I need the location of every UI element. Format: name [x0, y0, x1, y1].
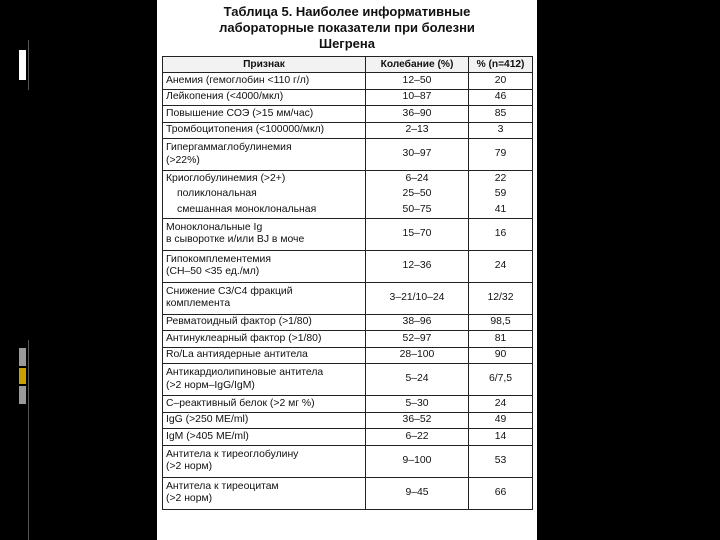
table-row — [163, 282, 533, 314]
cell-percent: 16 — [469, 218, 533, 250]
cell-range: 12–36 — [366, 250, 469, 282]
cell-percent: 53 — [469, 445, 533, 477]
cell-sign — [163, 364, 366, 396]
cell-percent: 22 — [469, 171, 533, 187]
cell-percent: 24 — [469, 250, 533, 282]
cell-percent: 59 — [469, 187, 533, 203]
cell-sign-line: (>2 норм) — [166, 461, 213, 472]
cell-range: 5–24 — [366, 364, 469, 396]
cell-sign — [163, 218, 366, 250]
cell-sign-line: Криоглобулинемия (>2+) — [166, 172, 286, 184]
table-title — [163, 4, 531, 52]
cell-percent: 14 — [469, 429, 533, 446]
cell-sign — [163, 477, 366, 509]
table-row — [163, 429, 533, 446]
cell-percent: 81 — [469, 331, 533, 348]
cell-sign-line: Лейкопения (<4000/мкл) — [166, 91, 284, 102]
cell-range: 10–87 — [366, 89, 469, 106]
cell-sign — [163, 73, 366, 90]
table-row — [163, 331, 533, 348]
cell-range: 15–70 — [366, 218, 469, 250]
cell-sign-line: Антинуклеарный фактор (>1/80) — [166, 332, 322, 344]
cell-sign-line: Снижение С3/С4 фракций — [166, 285, 293, 297]
cell-percent: 49 — [469, 412, 533, 429]
cell-sign-line: Гипокомплементемия — [166, 253, 271, 265]
table-title-line: Шегрена — [319, 36, 375, 51]
table-row — [163, 364, 533, 396]
cell-sign-line: (CH–50 <35 ед./мл) — [166, 266, 260, 277]
lab-indicators-table — [162, 56, 533, 510]
cell-sign-line: С–реактивный белок (>2 мг %) — [166, 397, 315, 409]
slide-accent-bar — [19, 368, 26, 384]
cell-sign-line: Антикардиолипиновые антитела — [166, 367, 324, 378]
document-page — [157, 0, 537, 540]
table-row — [163, 171, 533, 187]
cell-sign — [163, 106, 366, 123]
cell-range: 12–50 — [366, 73, 469, 90]
column-header-sign: Признак — [163, 57, 366, 73]
cell-percent: 6/7,5 — [469, 364, 533, 396]
cell-range: 36–52 — [366, 412, 469, 429]
cell-sign-line: (>2 норм–IgG/IgM) — [166, 379, 255, 391]
cell-sign — [163, 331, 366, 348]
table-row — [163, 106, 533, 123]
cell-sign — [163, 396, 366, 413]
cell-sign-line: смешанная моноклональная — [177, 203, 317, 215]
cell-sign-line: комплемента — [166, 298, 231, 309]
cell-sign-line: поликлональная — [177, 188, 257, 199]
table-row — [163, 412, 533, 429]
table-row — [163, 314, 533, 331]
cell-range: 9–100 — [366, 445, 469, 477]
cell-range: 25–50 — [366, 187, 469, 203]
table-header-row — [163, 57, 533, 73]
table-title-line: лабораторные показатели при болезни — [219, 20, 475, 35]
cell-range: 3–21/10–24 — [366, 282, 469, 314]
cell-range: 50–75 — [366, 202, 469, 218]
cell-range: 9–45 — [366, 477, 469, 509]
cell-percent: 90 — [469, 347, 533, 364]
table-row — [163, 347, 533, 364]
cell-sign — [163, 429, 366, 446]
cell-range: 6–22 — [366, 429, 469, 446]
cell-sign — [163, 171, 366, 187]
cell-sign-line: Тромбоцитопения (<100000/мкл) — [166, 124, 325, 135]
table-row — [163, 445, 533, 477]
cell-range: 5–30 — [366, 396, 469, 413]
cell-percent: 79 — [469, 139, 533, 171]
column-header-percent: % (n=412) — [469, 57, 533, 73]
cell-range: 52–97 — [366, 331, 469, 348]
table-row — [163, 202, 533, 218]
cell-sign — [163, 412, 366, 429]
cell-sign-line: (>22%) — [166, 154, 200, 166]
cell-percent: 12/32 — [469, 282, 533, 314]
cell-percent: 20 — [469, 73, 533, 90]
table-row — [163, 396, 533, 413]
table-row — [163, 218, 533, 250]
cell-percent: 66 — [469, 477, 533, 509]
slide-accent-bar — [19, 386, 26, 404]
cell-range: 30–97 — [366, 139, 469, 171]
cell-range: 28–100 — [366, 347, 469, 364]
cell-sign-line: Ревматоидный фактор (>1/80) — [166, 316, 312, 327]
slide-accent-line — [28, 340, 29, 540]
cell-sign-line: IgG (>250 МЕ/ml) — [166, 414, 249, 425]
table-row — [163, 477, 533, 509]
cell-percent: 46 — [469, 89, 533, 106]
slide-accent-bar — [19, 348, 26, 366]
cell-sign-line: Антитела к тиреоглобулину — [166, 448, 299, 460]
cell-sign — [163, 250, 366, 282]
cell-percent: 41 — [469, 202, 533, 218]
table-row — [163, 122, 533, 139]
cell-sign — [163, 314, 366, 331]
cell-sign-line: Моноклональные Ig — [166, 221, 263, 233]
table-row — [163, 187, 533, 203]
cell-sign — [163, 445, 366, 477]
cell-sign — [163, 122, 366, 139]
cell-sign — [163, 139, 366, 171]
cell-percent: 3 — [469, 122, 533, 139]
cell-sign-line: (>2 норм) — [166, 493, 213, 504]
column-header-range: Колебание (%) — [366, 57, 469, 73]
cell-sign — [163, 282, 366, 314]
cell-range: 6–24 — [366, 171, 469, 187]
cell-range: 2–13 — [366, 122, 469, 139]
cell-sign — [163, 347, 366, 364]
cell-sign-line: Антитела к тиреоцитам — [166, 480, 279, 492]
slide-accent-line — [28, 40, 29, 90]
cell-sign-line: в сыворотке и/или BJ в моче — [166, 234, 305, 245]
cell-sign-line: IgM (>405 МЕ/ml) — [166, 430, 249, 442]
cell-percent: 24 — [469, 396, 533, 413]
cell-sign — [163, 187, 366, 203]
cell-sign-line: Гипергаммаглобулинемия — [166, 142, 292, 153]
cell-sign — [163, 202, 366, 218]
cell-sign-line: Ro/La антиядерные антитела — [166, 349, 308, 360]
cell-range: 36–90 — [366, 106, 469, 123]
table-row — [163, 73, 533, 90]
table-row — [163, 139, 533, 171]
table-row — [163, 250, 533, 282]
cell-percent: 98,5 — [469, 314, 533, 331]
cell-sign-line: Повышение СОЭ (>15 мм/час) — [166, 107, 314, 119]
table-row — [163, 89, 533, 106]
cell-sign-line: Анемия (гемоглобин <110 г/л) — [166, 74, 310, 86]
cell-sign — [163, 89, 366, 106]
table-title-line: Таблица 5. Наиболее информативные — [223, 4, 471, 19]
slide-accent-bar — [19, 50, 26, 80]
cell-percent: 85 — [469, 106, 533, 123]
cell-range: 38–96 — [366, 314, 469, 331]
